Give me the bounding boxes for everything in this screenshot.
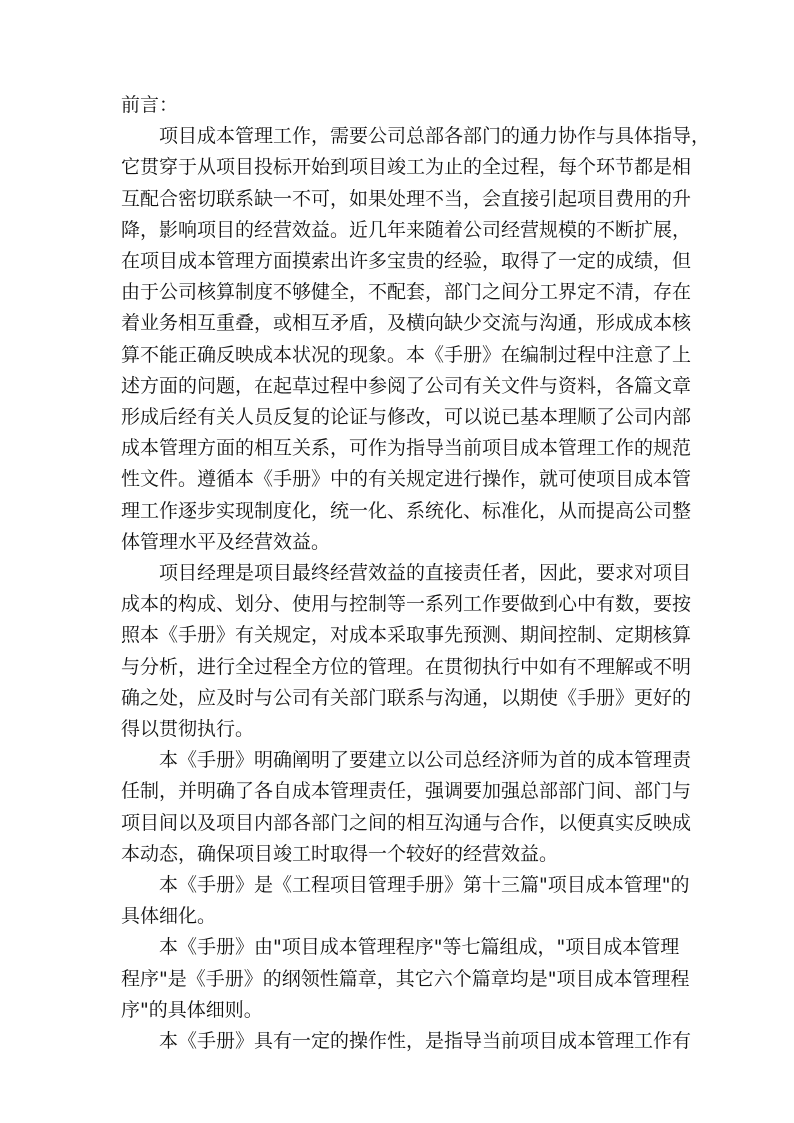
text-line: 照本《手册》有关规定，对成本采取事先预测、期间控制、定期核算 [121,624,692,647]
text-line: 具体细化。 [121,905,217,928]
text-line: 本《手册》由"项目成本管理程序"等七篇组成，"项目成本管理 [159,936,680,959]
text-line: 理工作逐步实现制度化，统一化、系统化、标准化，从而提高公司整 [121,499,692,522]
text-line: 确之处，应及时与公司有关部门联系与沟通，以期使《手册》更好的 [121,686,692,709]
text-line: 项目经理是项目最终经营效益的直接责任者，因此，要求对项目 [159,562,692,585]
paragraph [121,558,692,745]
text-line: 体管理水平及经营效益。 [121,530,331,553]
text-line: 形成后经有关人员反复的论证与修改，可以说已基本理顺了公司内部 [121,406,692,429]
document-body [121,90,711,1057]
text-line: 在项目成本管理方面摸索出许多宝贵的经验，取得了一定的成绩，但 [121,250,692,273]
text-line: 算不能正确反映成本状况的现象。本《手册》在编制过程中注意了上 [121,343,692,366]
text-line: 它贯穿于从项目投标开始到项目竣工为止的全过程，每个环节都是相 [121,156,692,179]
text-line: 项目间以及项目内部各部门之间的相互沟通与合作，以便真实反映成 [121,811,692,834]
paragraph [121,870,690,932]
paragraph [121,1026,692,1057]
paragraph [121,745,692,870]
paragraph [121,932,690,1026]
text-line: 本《手册》明确阐明了要建立以公司总经济师为首的成本管理责 [159,749,692,772]
text-line: 项目成本管理工作，需要公司总部各部门的通力协作与具体指导， [159,125,711,148]
text-line: 性文件。遵循本《手册》中的有关规定进行操作，就可使项目成本管 [121,468,692,491]
text-line: 成本的构成、划分、使用与控制等一系列工作要做到心中有数，要按 [121,593,692,616]
text-line: 本《手册》具有一定的操作性，是指导当前项目成本管理工作有 [159,1030,692,1053]
text-line: 着业务相互重叠，或相互矛盾，及横向缺少交流与沟通，形成成本核 [121,312,692,335]
text-line: 本《手册》是《工程项目管理手册》第十三篇"项目成本管理"的 [159,874,690,897]
text-line: 互配合密切联系缺一不可，如果处理不当，会直接引起项目费用的升 [121,187,692,210]
text-line: 由于公司核算制度不够健全，不配套，部门之间分工界定不清，存在 [121,281,692,304]
preface-heading: 前言： [121,94,179,116]
text-line: 本动态，确保项目竣工时取得一个较好的经营效益。 [121,842,559,865]
text-line: 程序"是《手册》的纲领性篇章，其它六个篇章均是"项目成本管理程 [121,967,690,990]
text-line: 任制，并明确了各自成本管理责任，强调要加强总部部门间、部门与 [121,780,692,803]
text-line: 与分析，进行全过程全方位的管理。在贯彻执行中如有不理解或不明 [121,655,692,678]
paragraph [121,121,711,558]
paragraph-container [121,121,711,1057]
text-line: 得以贯彻执行。 [121,718,255,741]
text-line: 成本管理方面的相互关系，可作为指导当前项目成本管理工作的规范 [121,437,692,460]
text-line: 降，影响项目的经营效益。近几年来随着公司经营规模的不断扩展， [121,218,692,241]
text-line: 述方面的问题，在起草过程中参阅了公司有关文件与资料，各篇文章 [121,374,692,397]
text-line: 序"的具体细则。 [121,998,263,1021]
